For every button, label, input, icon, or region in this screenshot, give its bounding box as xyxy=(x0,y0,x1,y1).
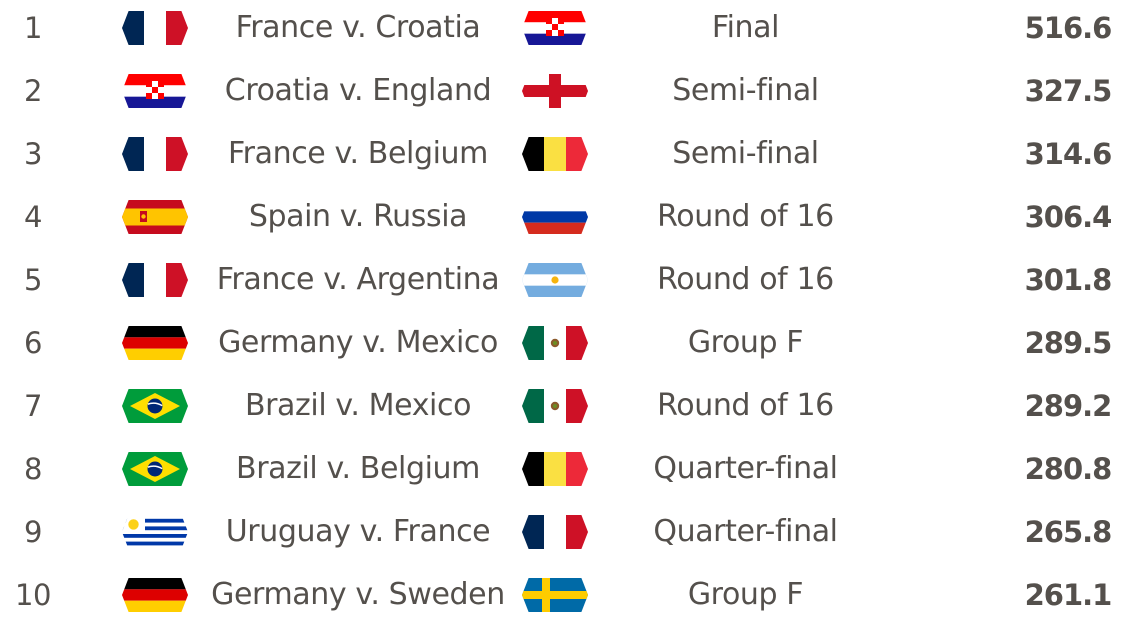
rank-cell: 6 xyxy=(23,326,43,360)
match-cell: Brazil v. Belgium xyxy=(236,451,480,486)
belgium-flag-icon xyxy=(522,137,588,171)
rank-cell: 9 xyxy=(23,515,43,549)
stage-cell: Final xyxy=(711,10,780,45)
value-cell: 327.5 xyxy=(1024,74,1112,108)
rank-cell: 2 xyxy=(23,74,43,108)
match-cell: Germany v. Mexico xyxy=(218,325,498,360)
value-cell: 265.8 xyxy=(1024,515,1112,549)
table-row xyxy=(0,189,1122,252)
match-cell: Uruguay v. France xyxy=(225,514,491,549)
table-row xyxy=(0,126,1122,189)
stage-cell: Round of 16 xyxy=(657,388,834,423)
spain-flag-icon xyxy=(122,200,188,234)
rank-cell: 10 xyxy=(14,578,52,612)
table-row xyxy=(0,567,1122,630)
value-cell: 516.6 xyxy=(1024,11,1112,45)
table-row xyxy=(0,441,1122,504)
mexico-flag-icon xyxy=(522,389,588,423)
table-row xyxy=(0,0,1122,63)
value-cell: 314.6 xyxy=(1024,137,1112,171)
germany-flag-icon xyxy=(122,578,188,612)
stage-cell: Group F xyxy=(687,577,804,612)
germany-flag-icon xyxy=(122,326,188,360)
value-cell: 289.2 xyxy=(1024,389,1112,423)
value-cell: 301.8 xyxy=(1024,263,1112,297)
france-flag-icon xyxy=(122,263,188,297)
match-cell: France v. Argentina xyxy=(216,262,500,297)
russia-flag-icon xyxy=(522,200,588,234)
match-cell: France v. Croatia xyxy=(235,10,481,45)
stage-cell: Round of 16 xyxy=(657,199,834,234)
belgium-flag-icon xyxy=(522,452,588,486)
croatia-flag-icon xyxy=(122,74,188,108)
stage-cell: Quarter-final xyxy=(653,514,838,549)
stage-cell: Group F xyxy=(687,325,804,360)
sweden-flag-icon xyxy=(522,578,588,612)
table-row xyxy=(0,315,1122,378)
brazil-flag-icon xyxy=(122,452,188,486)
rank-cell: 7 xyxy=(23,389,43,423)
value-cell: 306.4 xyxy=(1024,200,1112,234)
match-cell: Brazil v. Mexico xyxy=(244,388,472,423)
stage-cell: Semi-final xyxy=(672,136,819,171)
rank-cell: 5 xyxy=(23,263,43,297)
stage-cell: Quarter-final xyxy=(653,451,838,486)
value-cell: 280.8 xyxy=(1024,452,1112,486)
table-row xyxy=(0,252,1122,315)
stage-cell: Semi-final xyxy=(672,73,819,108)
france-flag-icon xyxy=(522,515,588,549)
match-cell: Spain v. Russia xyxy=(248,199,468,234)
rank-cell: 8 xyxy=(23,452,43,486)
croatia-flag-icon xyxy=(522,11,588,45)
value-cell: 289.5 xyxy=(1024,326,1112,360)
england-flag-icon xyxy=(522,74,588,108)
stage-cell: Round of 16 xyxy=(657,262,834,297)
mexico-flag-icon xyxy=(522,326,588,360)
rank-cell: 1 xyxy=(23,11,43,45)
france-flag-icon xyxy=(122,11,188,45)
value-cell: 261.1 xyxy=(1024,578,1112,612)
argentina-flag-icon xyxy=(522,263,588,297)
uruguay-flag-icon xyxy=(122,515,188,549)
match-cell: Germany v. Sweden xyxy=(211,577,505,612)
brazil-flag-icon xyxy=(122,389,188,423)
match-cell: France v. Belgium xyxy=(228,136,488,171)
table-row xyxy=(0,63,1122,126)
match-cell: Croatia v. England xyxy=(224,73,492,108)
rank-cell: 3 xyxy=(23,137,43,171)
table-row xyxy=(0,378,1122,441)
rank-cell: 4 xyxy=(23,200,43,234)
france-flag-icon xyxy=(122,137,188,171)
table-row xyxy=(0,504,1122,567)
